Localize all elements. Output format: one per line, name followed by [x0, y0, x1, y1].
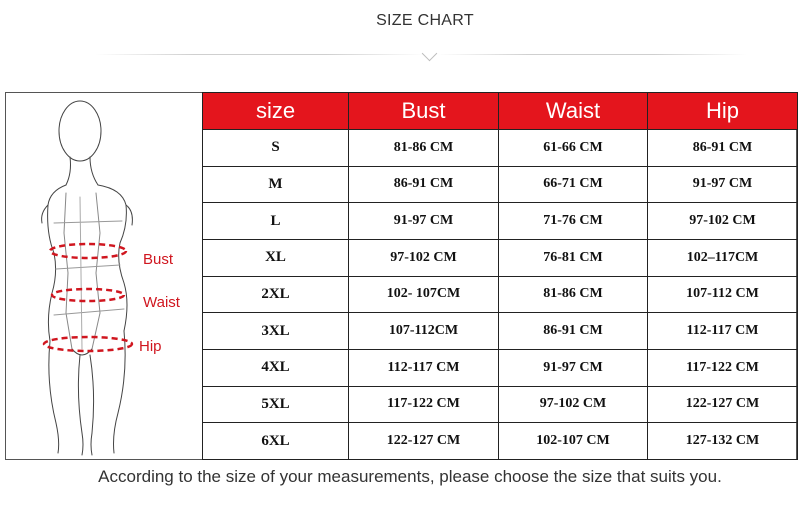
- table-header-row: [203, 93, 798, 130]
- size-cell: 6XL: [203, 423, 349, 460]
- column-header-size: size: [203, 93, 349, 130]
- size-cell: M: [203, 166, 349, 203]
- hip-cell: 122-127 CM: [648, 386, 798, 423]
- waist-cell: 71-76 CM: [499, 203, 648, 240]
- hip-cell: 91-97 CM: [648, 166, 798, 203]
- table-row: [203, 276, 798, 313]
- bust-cell: 102- 107CM: [349, 276, 499, 313]
- waist-cell: 86-91 CM: [499, 313, 648, 350]
- bust-cell: 117-122 CM: [349, 386, 499, 423]
- page-title: SIZE CHART: [376, 12, 474, 29]
- hip-cell: 112-117 CM: [648, 313, 798, 350]
- waist-cell: 91-97 CM: [499, 349, 648, 386]
- bust-cell: 91-97 CM: [349, 203, 499, 240]
- title-divider-right: [437, 54, 747, 55]
- table-row: [203, 203, 798, 240]
- hip-cell: 117-122 CM: [648, 349, 798, 386]
- hip-cell: 127-132 CM: [648, 423, 798, 460]
- hip-cell: 86-91 CM: [648, 130, 798, 167]
- title-divider-left: [95, 54, 425, 55]
- table-row: [203, 313, 798, 350]
- hip-cell: 97-102 CM: [648, 203, 798, 240]
- bust-cell: 122-127 CM: [349, 423, 499, 460]
- bust-cell: 97-102 CM: [349, 239, 499, 276]
- waist-cell: 102-107 CM: [499, 423, 648, 460]
- waist-cell: 76-81 CM: [499, 239, 648, 276]
- bust-cell: 86-91 CM: [349, 166, 499, 203]
- waist-cell: 81-86 CM: [499, 276, 648, 313]
- mannequin-sketch-icon: [6, 93, 202, 459]
- column-header-bust: Bust: [349, 93, 499, 130]
- table-row: [203, 386, 798, 423]
- title-chevron-icon: [422, 46, 438, 62]
- waist-label: Waist: [143, 294, 180, 311]
- hip-cell: 107-112 CM: [648, 276, 798, 313]
- size-cell: XL: [203, 239, 349, 276]
- waist-cell: 61-66 CM: [499, 130, 648, 167]
- footer-note: According to the size of your measurements, please choose the size that suits you.: [98, 467, 722, 486]
- column-header-hip: Hip: [648, 93, 798, 130]
- table-row: [203, 349, 798, 386]
- table-row: [203, 239, 798, 276]
- size-cell: S: [203, 130, 349, 167]
- size-table: [202, 92, 798, 460]
- body-figure: [6, 93, 202, 459]
- table-row: [203, 166, 798, 203]
- bust-cell: 112-117 CM: [349, 349, 499, 386]
- table-row: [203, 130, 798, 167]
- table-row: [203, 423, 798, 460]
- size-cell: 4XL: [203, 349, 349, 386]
- waist-cell: 66-71 CM: [499, 166, 648, 203]
- bust-label: Bust: [143, 251, 174, 268]
- column-header-waist: Waist: [499, 93, 648, 130]
- hip-cell: 102–117CM: [648, 239, 798, 276]
- size-cell: 3XL: [203, 313, 349, 350]
- waist-cell: 97-102 CM: [499, 386, 648, 423]
- size-cell: 2XL: [203, 276, 349, 313]
- size-cell: L: [203, 203, 349, 240]
- bust-cell: 107-112CM: [349, 313, 499, 350]
- bust-cell: 81-86 CM: [349, 130, 499, 167]
- size-cell: 5XL: [203, 386, 349, 423]
- hip-label: Hip: [139, 338, 162, 355]
